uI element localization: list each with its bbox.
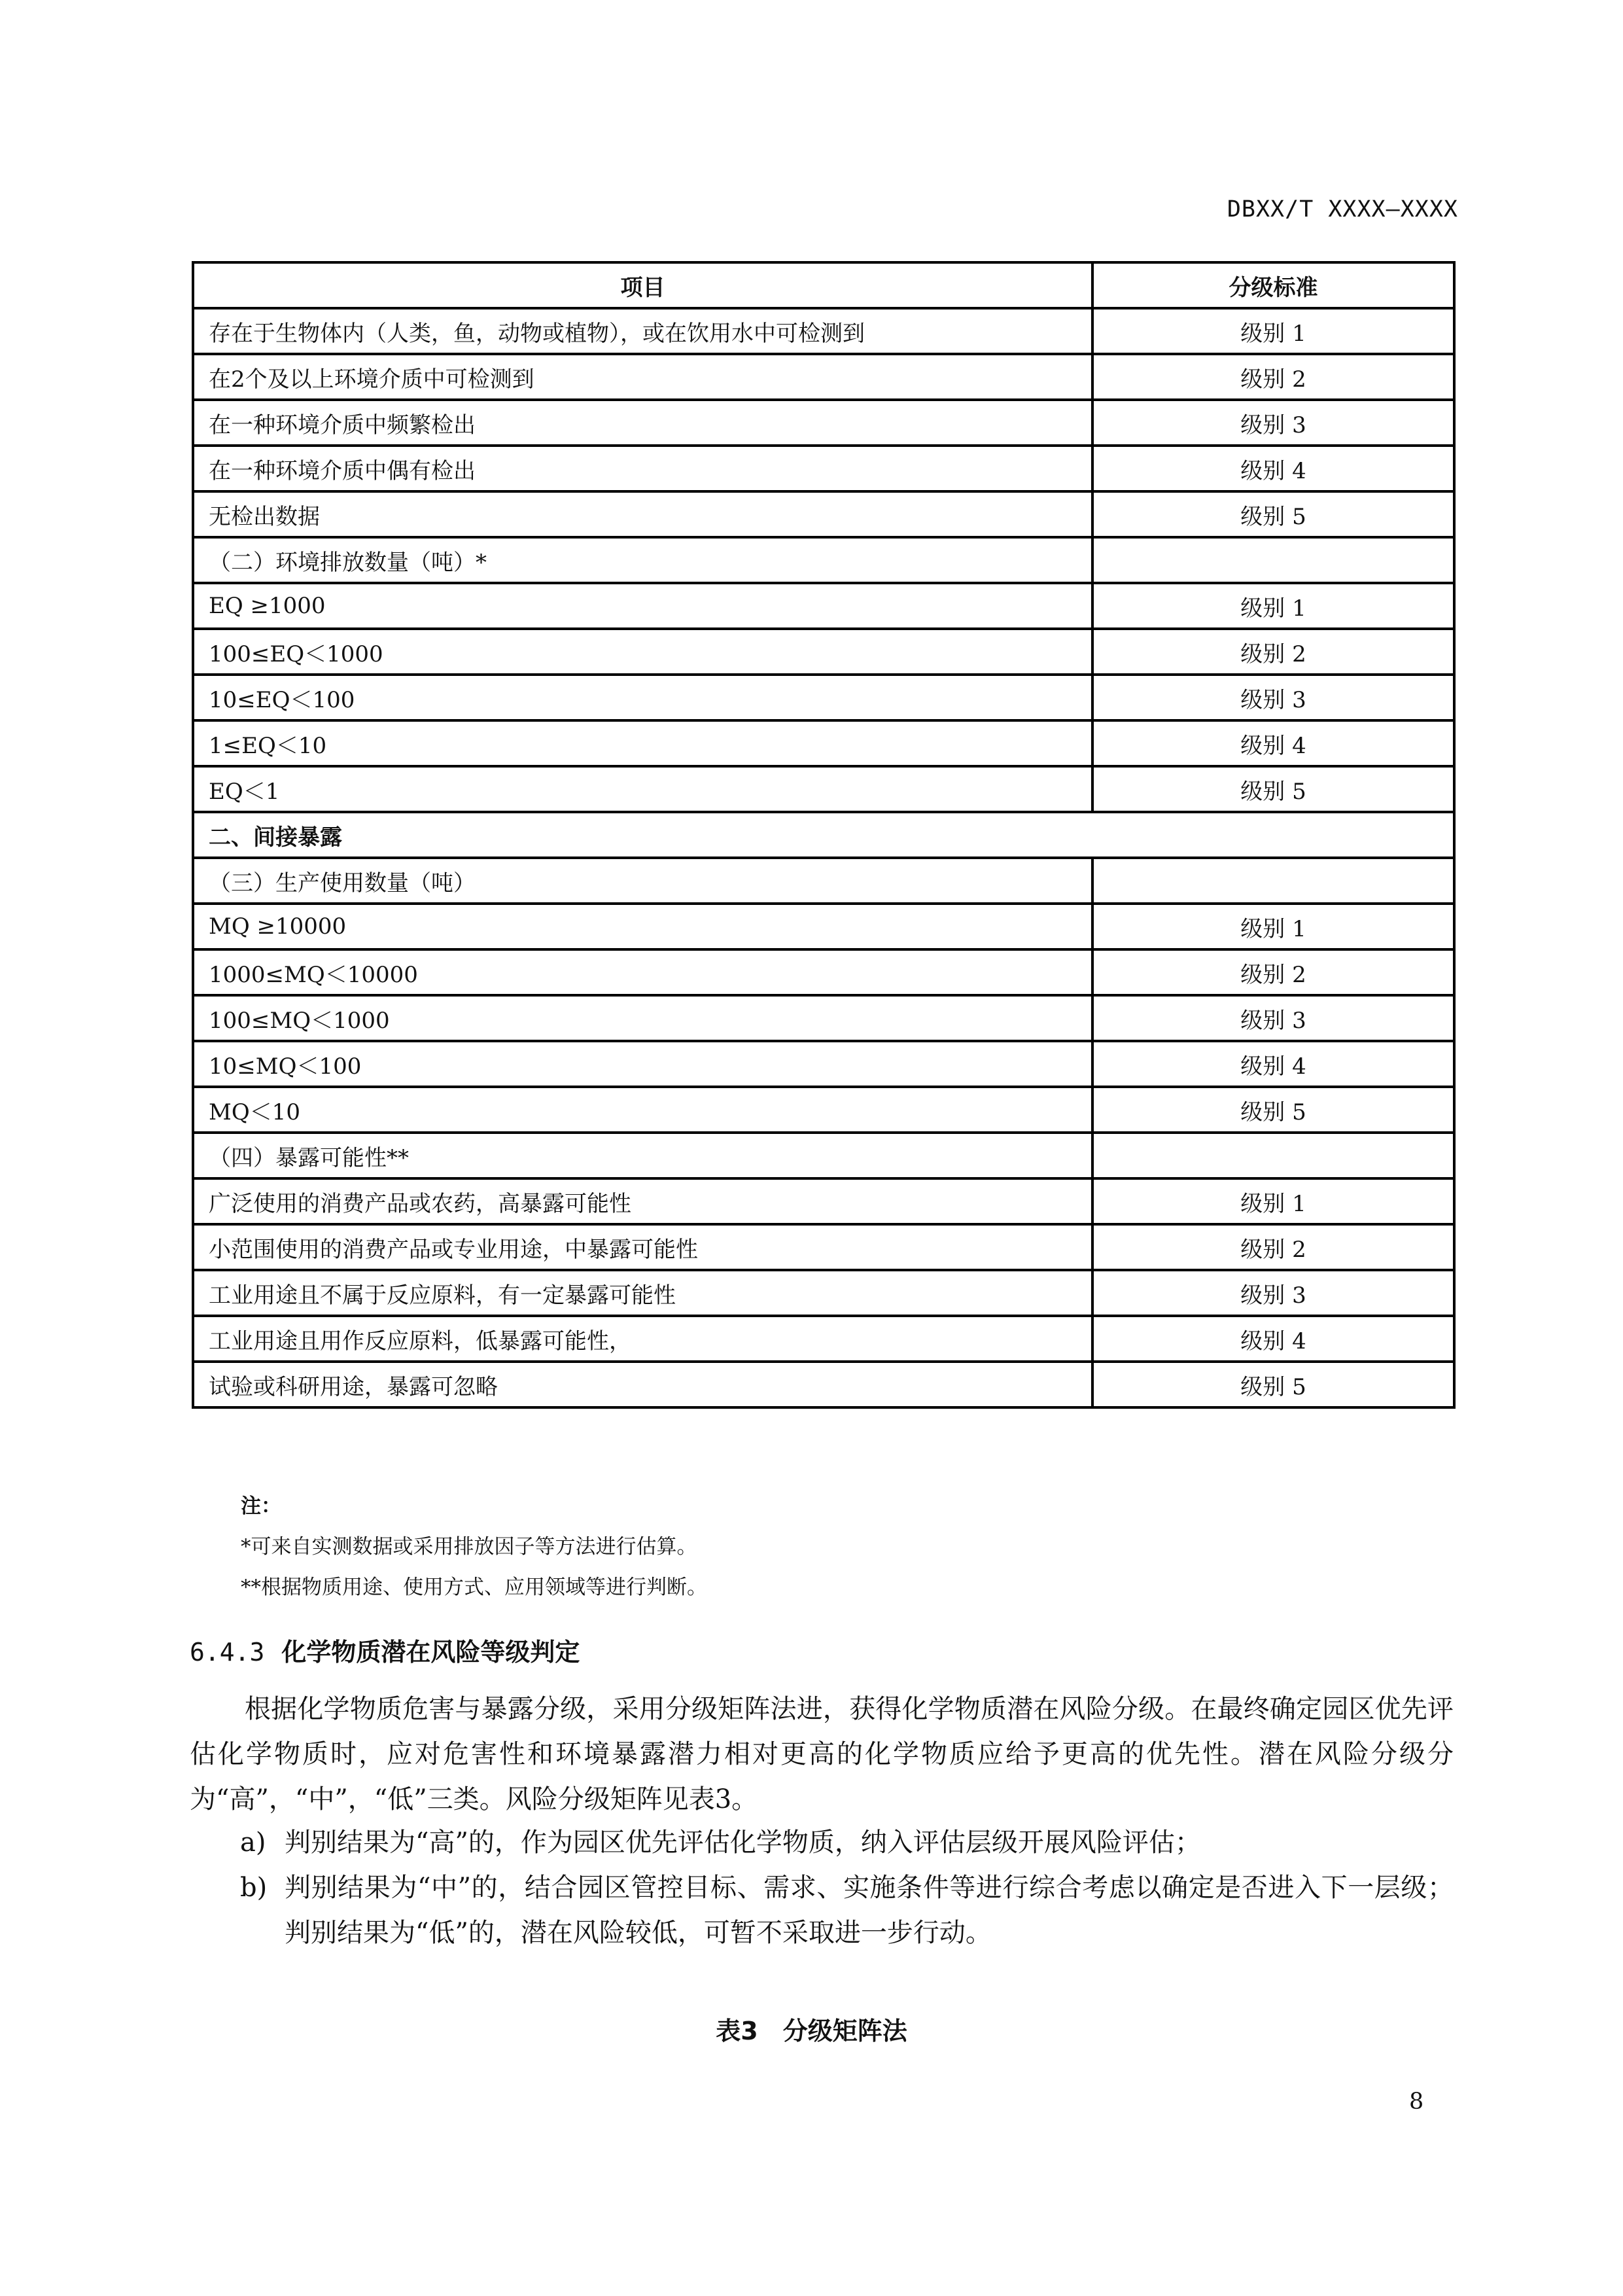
body-paragraph: 根据化学物质危害与暴露分级，采用分级矩阵法进，获得化学物质潜在风险分级。在最终确定园区优先评估化学物质时，应对危害性和环境暴露潜力相对更高的化学物质应给予更高的优先性。潜在风险分级分为“高”，“中”，“低”三类。风险分级矩阵见表3。 [190,1694,1454,1814]
table-row [193,354,1454,400]
grade-cell: 级别 1 [1092,583,1454,629]
grade-cell: 级别 5 [1092,491,1454,537]
grade-cell: 级别 2 [1092,354,1454,400]
grade-cell: 级别 5 [1092,766,1454,812]
grade-cell: 级别 2 [1092,949,1454,995]
item-cell: MQ ≥10000 [193,904,1092,949]
grade-cell: 级别 3 [1092,1270,1454,1316]
table-caption: 表3 分级矩阵法 [716,2017,907,2045]
list-item-text: 判别结果为“高”的，作为园区优先评估化学物质，纳入评估层级开展风险评估； [285,1828,1201,1858]
table-body [193,308,1454,1407]
list-marker: b) [240,1873,268,1903]
table-row [193,858,1454,904]
item-cell: 100≤MQ＜1000 [193,995,1092,1041]
grade-cell [1092,1133,1454,1178]
note-item: *可来自实测数据或采用排放因子等方法进行估算。 [241,1535,697,1559]
item-cell: （二）环境排放数量（吨）* [193,537,1092,583]
grade-cell: 级别 4 [1092,1041,1454,1087]
grade-cell: 级别 1 [1092,904,1454,949]
list-item [190,1820,1454,1865]
grade-cell: 级别 2 [1092,629,1454,675]
item-cell: 10≤MQ＜100 [193,1041,1092,1087]
criteria-list [190,1820,1454,1956]
item-cell: 100≤EQ＜1000 [193,629,1092,675]
clause-title: 化学物质潜在风险等级判定 [281,1638,580,1667]
table-header-row [193,262,1454,308]
table-row [193,1178,1454,1224]
item-cell: 1≤EQ＜10 [193,720,1092,766]
table-row [193,629,1454,675]
table-row [193,400,1454,446]
grade-cell: 级别 1 [1092,308,1454,354]
item-cell: 在一种环境介质中偶有检出 [193,446,1092,491]
grade-cell: 级别 1 [1092,1178,1454,1224]
grade-cell: 级别 4 [1092,446,1454,491]
table-row [193,904,1454,949]
grade-cell: 级别 4 [1092,720,1454,766]
grade-cell: 级别 5 [1092,1362,1454,1407]
grade-cell: 级别 5 [1092,1087,1454,1133]
table-row [193,1041,1454,1087]
item-cell: 10≤EQ＜100 [193,675,1092,720]
table-row [193,720,1454,766]
table-row [193,308,1454,354]
table-row [193,1224,1454,1270]
item-cell: （四）暴露可能性** [193,1133,1092,1178]
clause-heading [190,1632,580,1668]
table-row [193,1362,1454,1407]
table-row [193,491,1454,537]
section-row-label: 二、间接暴露 [193,812,1454,858]
notes-title: 注： [241,1494,281,1518]
table-row [193,675,1454,720]
item-cell: 1000≤MQ＜10000 [193,949,1092,995]
list-marker: a) [240,1828,266,1858]
table-row [193,1133,1454,1178]
item-cell: 在一种环境介质中频繁检出 [193,400,1092,446]
grade-cell: 级别 3 [1092,675,1454,720]
list-item-text: 判别结果为“中”的，结合园区管控目标、需求、实施条件等进行综合考虑以确定是否进入下一层级；判别结果为“低”的，潜在风险较低，可暂不采取进一步行动。 [285,1873,1454,1948]
item-cell: MQ＜10 [193,1087,1092,1133]
column-header-grade: 分级标准 [1092,262,1454,308]
grade-cell: 级别 4 [1092,1316,1454,1362]
page-number: 8 [1409,2089,1424,2115]
table-notes [241,1486,707,1608]
table-row [193,583,1454,629]
item-cell: 在2个及以上环境介质中可检测到 [193,354,1092,400]
table-row [193,1087,1454,1133]
item-cell: EQ ≥1000 [193,583,1092,629]
table-row [193,995,1454,1041]
grade-cell [1092,858,1454,904]
item-cell: 存在于生物体内（人类，鱼，动物或植物），或在饮用水中可检测到 [193,308,1092,354]
item-cell: 工业用途且用作反应原料，低暴露可能性， [193,1316,1092,1362]
grade-cell: 级别 3 [1092,400,1454,446]
table-row [193,812,1454,858]
grade-cell: 级别 2 [1092,1224,1454,1270]
item-cell: （三）生产使用数量（吨） [193,858,1092,904]
grading-table [192,261,1456,1409]
note-item: **根据物质用途、使用方式、应用领域等进行判断。 [241,1576,707,1599]
table-row [193,949,1454,995]
document-code: DBXX/T XXXX—XXXX [1227,196,1458,222]
item-cell: EQ＜1 [193,766,1092,812]
item-cell: 工业用途且不属于反应原料，有一定暴露可能性 [193,1270,1092,1316]
item-cell: 试验或科研用途，暴露可忽略 [193,1362,1092,1407]
grade-cell: 级别 3 [1092,995,1454,1041]
item-cell: 小范围使用的消费产品或专业用途，中暴露可能性 [193,1224,1092,1270]
table-row [193,766,1454,812]
table-row [193,1270,1454,1316]
item-cell: 无检出数据 [193,491,1092,537]
clause-number: 6.4.3 [190,1638,265,1667]
table-row [193,537,1454,583]
grade-cell [1092,537,1454,583]
item-cell: 广泛使用的消费产品或农药，高暴露可能性 [193,1178,1092,1224]
column-header-item: 项目 [193,262,1092,308]
table-row [193,446,1454,491]
list-item [190,1865,1454,1956]
table-row [193,1316,1454,1362]
